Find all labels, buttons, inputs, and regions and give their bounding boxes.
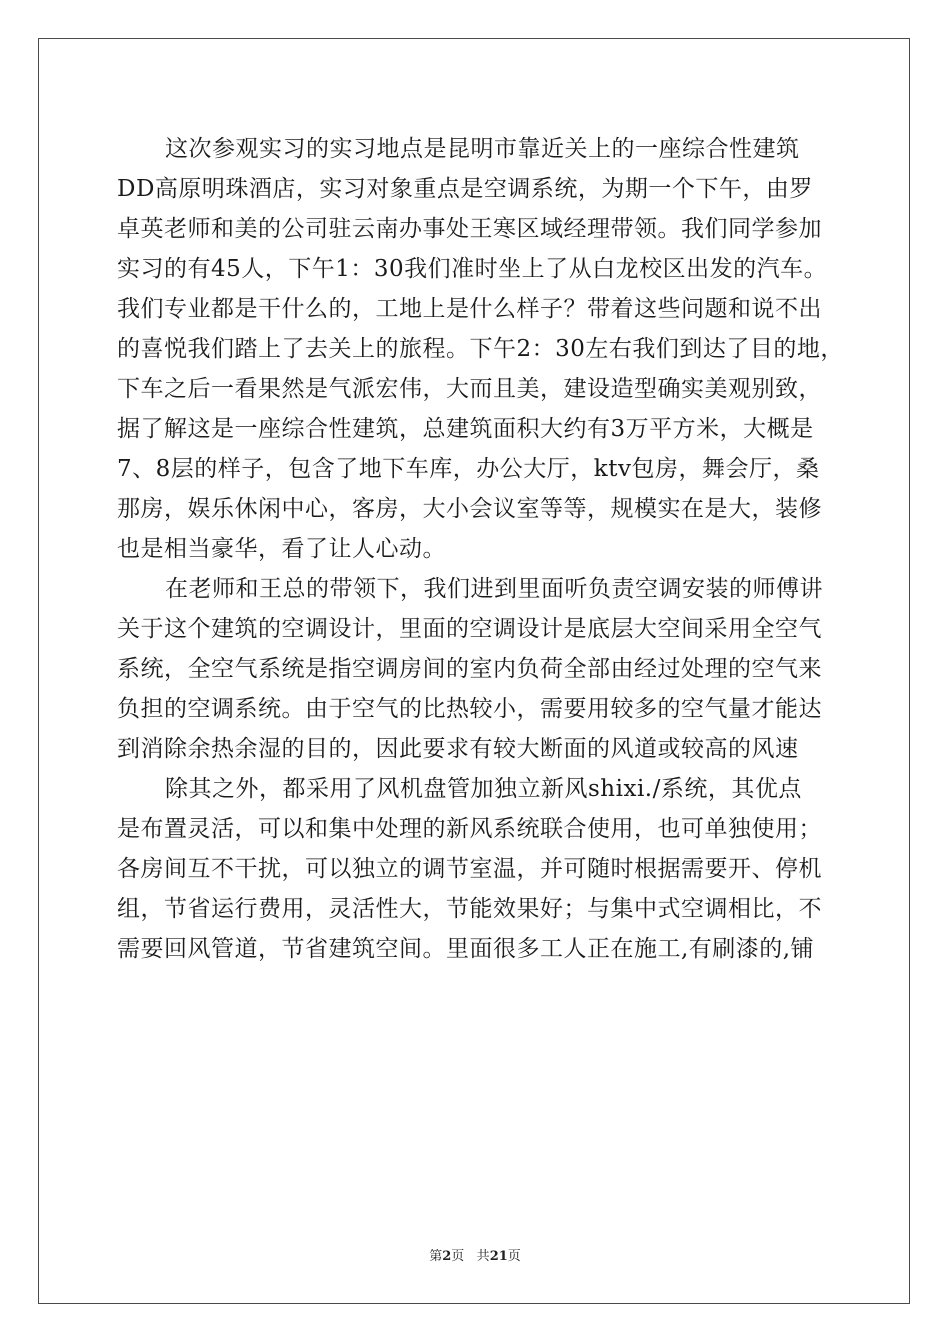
- paragraph-1-line-1: 这次参观实习的实习地点是昆明市靠近关上的一座综合性建筑: [165, 136, 800, 162]
- paragraph-1-line-6: 的喜悦我们踏上了去关上的旅程。下午2：30左右我们到达了目的地，: [117, 336, 844, 362]
- paragraph-3-line-1: 除其之外，都采用了风机盘管加独立新风shixi./系统，其优点: [165, 776, 802, 802]
- paragraph-2-line-1: 在老师和王总的带领下，我们进到里面听负责空调安装的师傅讲: [165, 576, 823, 602]
- footer-page-suffix: 页: [451, 1249, 465, 1264]
- footer-total-suffix: 页: [507, 1249, 521, 1264]
- paragraph-1-line-8: 据了解这是一座综合性建筑，总建筑面积大约有3万平方米，大概是: [117, 416, 814, 442]
- paragraph-1-line-2: DD高原明珠酒店，实习对象重点是空调系统，为期一个下午，由罗: [117, 176, 813, 202]
- paragraph-1-line-10: 那房，娱乐休闲中心，客房，大小会议室等等，规模实在是大，装修: [117, 496, 822, 522]
- footer-total-prefix: 共: [476, 1249, 490, 1264]
- paragraph-1-line-5: 我们专业都是干什么的，工地上是什么样子？带着这些问题和说不出: [117, 296, 822, 322]
- paragraph-3-line-4: 组，节省运行费用，灵活性大，节能效果好；与集中式空调相比，不: [117, 896, 822, 922]
- paragraph-1-line-3: 卓英老师和美的公司驻云南办事处王寒区域经理带领。我们同学参加: [117, 216, 822, 242]
- footer-page-prefix: 第: [429, 1249, 443, 1264]
- paragraph-3-line-3: 各房间互不干扰，可以独立的调节室温，并可随时根据需要开、停机: [117, 856, 822, 882]
- paragraph-2-line-5: 到消除余热余湿的目的，因此要求有较大断面的风道或较高的风速: [117, 736, 799, 762]
- paragraph-3-line-5: 需要回风管道，节省建筑空间。里面很多工人正在施工,有刷漆的,铺: [117, 936, 815, 962]
- paragraph-1-line-7: 下车之后一看果然是气派宏伟，大而且美，建设造型确实美观别致，: [117, 376, 822, 402]
- paragraph-1-line-9: 7、8层的样子，包含了地下车库，办公大厅，ktv包房，舞会厅，桑: [117, 456, 820, 482]
- page-footer: [0, 1245, 950, 1264]
- paragraph-3-line-2: 是布置灵活，可以和集中处理的新风系统联合使用，也可单独使用；: [117, 816, 822, 842]
- footer-total-pages: 21: [489, 1249, 508, 1264]
- footer-page-number: 2: [442, 1249, 452, 1264]
- paragraph-1-line-4: 实习的有45人，下午1：30我们准时坐上了从白龙校区出发的汽车。: [117, 256, 828, 282]
- paragraph-2-line-3: 系统，全空气系统是指空调房间的室内负荷全部由经过处理的空气来: [117, 656, 822, 682]
- paragraph-1-line-11: 也是相当豪华，看了让人心动。: [117, 536, 446, 562]
- paragraph-2-line-2: 关于这个建筑的空调设计，里面的空调设计是底层大空间采用全空气: [117, 616, 822, 642]
- paragraph-2-line-4: 负担的空调系统。由于空气的比热较小，需要用较多的空气量才能达: [117, 696, 822, 722]
